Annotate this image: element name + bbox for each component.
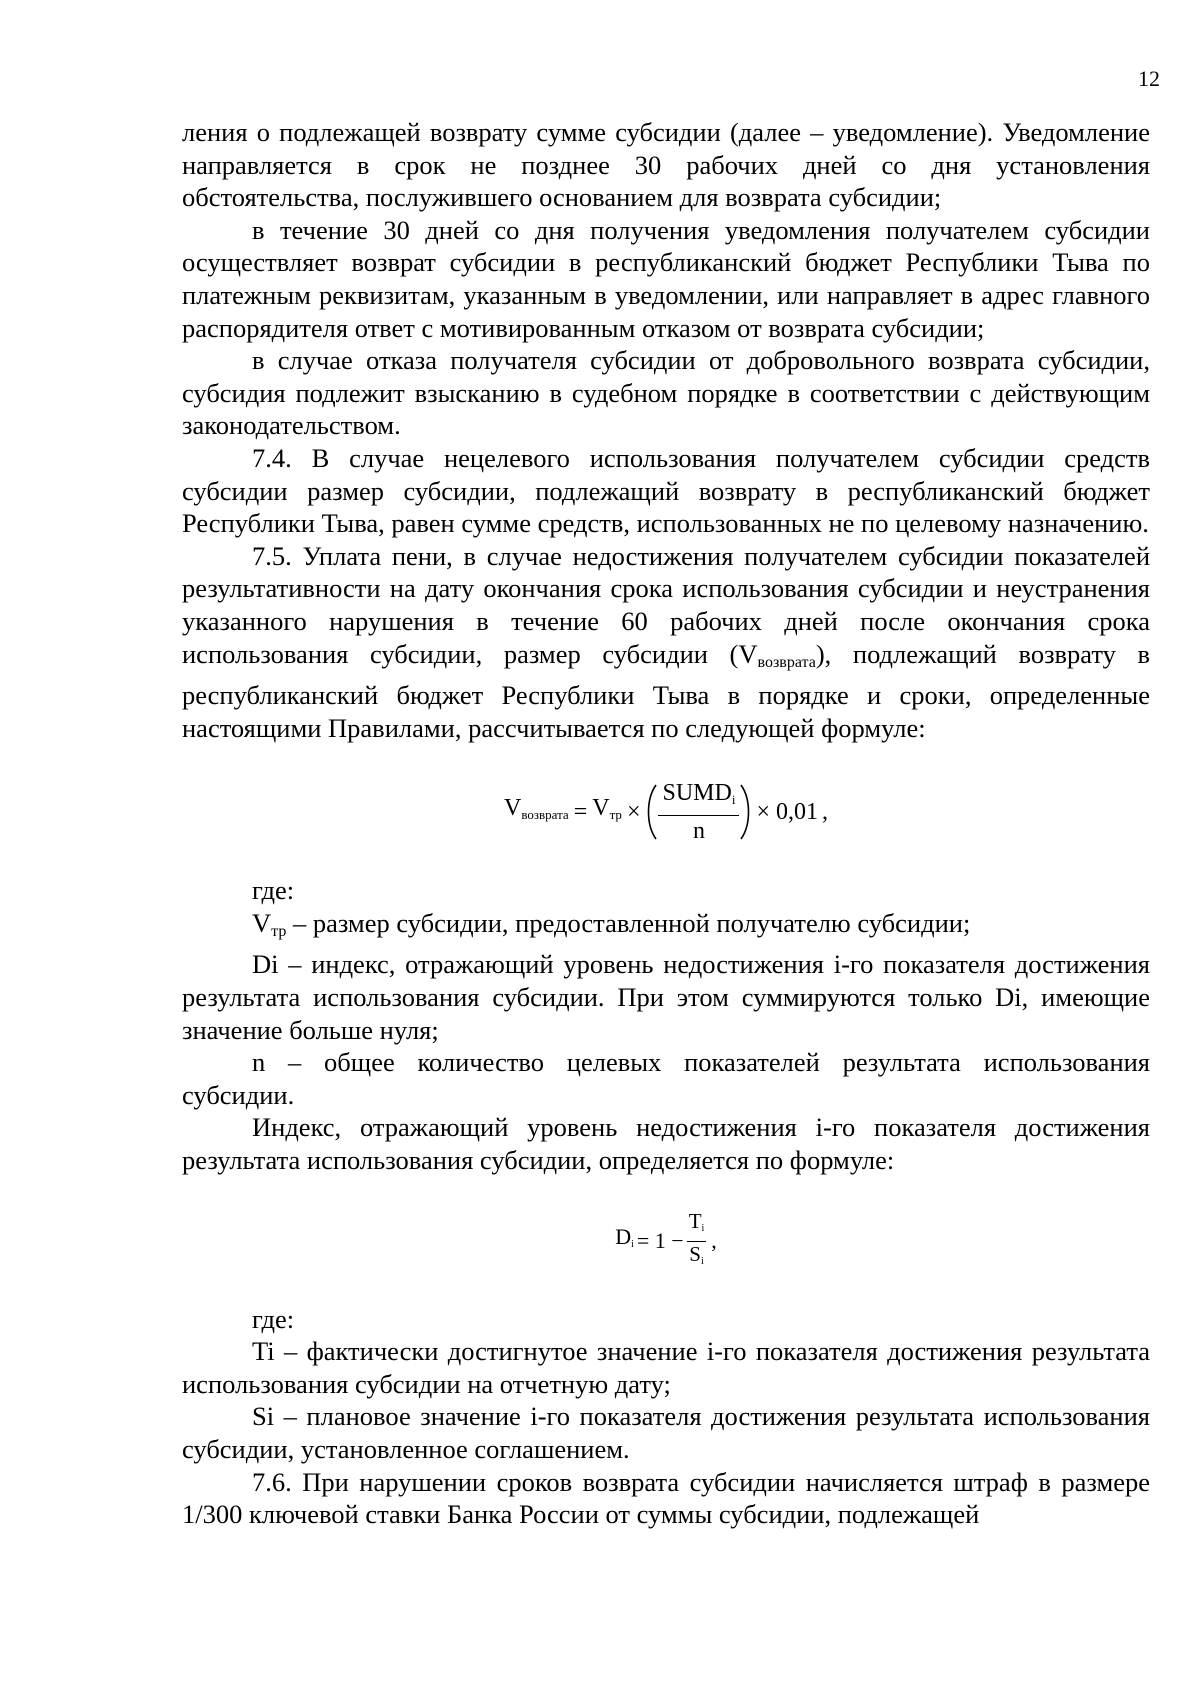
formula-refund-coefficient: × 0,01 — [756, 798, 819, 825]
left-parenthesis — [645, 783, 658, 841]
paragraph-7-5 — [182, 540, 1150, 745]
right-parenthesis — [739, 783, 752, 841]
formula-refund-fraction — [658, 779, 739, 845]
paragraph-7-5-text-start: 7.5. Уплата пени, в случае недостижения получателем субсидии показателей результативности на дату окончания срока использования субсидии и неустранения указанного нарушения в течение 60 рабочих дней после окончания срока использования субсидии, размер субсидии (V — [182, 540, 1150, 669]
paragraph-notice-continuation: ления о подлежащей возврату сумме субсидии (далее – уведомление). Уведомление направляется в срок не позднее 30 рабочих дней со дня установления обстоятельства, послужившего основанием для возврата субсидии; — [182, 117, 1150, 213]
definition-di: Di – индекс, отражающий уровень недостижения i-го показателя достижения результата использования субсидии. При этом суммируются только Di, имеющие значение больше нуля; — [182, 949, 1150, 1045]
formula-refund-vtr: $V_{тр}$ — [592, 795, 622, 823]
paragraph-index-intro: Индекс, отражающий уровень недостижения i-го показателя достижения результата использования субсидии, определяется по формуле: — [182, 1112, 1150, 1176]
paragraph-7-6: 7.6. При нарушении сроков возврата субсидии начисляется штраф в размере 1/300 ключевой ставки Банка России от суммы субсидии, подлежащей — [182, 1466, 1150, 1530]
where-label-1: где: — [252, 875, 295, 906]
page-number: 12 — [1138, 66, 1160, 91]
definition-ti: Ti – фактически достигнутое значение i-го показателя достижения результата использования субсидии на отчетную дату; — [182, 1336, 1150, 1399]
definition-si: Si – плановое значение i-го показателя достижения результата использования субсидии, установленное соглашением. — [182, 1401, 1150, 1464]
formula-index — [182, 1177, 1150, 1303]
paragraph-7-4: 7.4. В случае нецелевого использования получателем субсидии средств субсидии размер субсидии, подлежащий возврату в республиканский бюджет Республики Тыва, равен сумме средств, использованных не по целевому назначению. — [182, 442, 1150, 539]
formula-refund-lhs: $V_{возврата}$ — [503, 795, 569, 823]
fraction-denominator: Si — [689, 1242, 704, 1268]
formula-refund-amount — [182, 744, 1150, 874]
paragraph-return-within-30-days: в течение 30 дней со дня получения уведомления получателем субсидии осуществляет возврат субсидии в республиканский бюджет Республики Тыва по платежным реквизитам, указанным в уведомлении, или направляет в адрес главного распорядителя ответ с мотивированным отказом от возврата субсидии; — [182, 214, 1150, 343]
formula-index-fraction — [687, 1209, 707, 1274]
where-label-2: где: — [252, 1303, 295, 1334]
document-body — [182, 116, 1150, 1531]
definition-n: n – общее количество целевых показателей результата использования субсидии. — [182, 1047, 1150, 1110]
fraction-numerator: Ti — [687, 1209, 707, 1242]
paragraph-7-5-subscript: возврата — [757, 653, 816, 671]
fraction-numerator: $SUMD_i$ — [658, 779, 739, 816]
formula-refund-times: × — [626, 798, 641, 825]
formula-index-equals: = 1 − — [636, 1228, 684, 1254]
formula-refund-comma: , — [822, 798, 829, 825]
formula-index-lhs: Di — [615, 1224, 634, 1251]
formula-refund-equals: = — [573, 798, 588, 825]
paragraph-7-5-text-end: ), подлежащий возврату в республиканский бюджет Республики Тыва в порядке и сроки, определенные настоящими Правилами, рассчитывается по следующей формуле: — [182, 638, 1150, 743]
formula-index-comma: , — [711, 1228, 717, 1254]
paragraph-refusal-recovery: в случае отказа получателя субсидии от добровольного возврата субсидии, субсидия подлежит взысканию в судебном порядке в соответствии с действующим законодательством. — [182, 345, 1150, 441]
definition-vtr: Vтр – размер субсидии, предоставленной получателю субсидии; — [252, 907, 971, 940]
fraction-denominator: n — [692, 818, 705, 845]
